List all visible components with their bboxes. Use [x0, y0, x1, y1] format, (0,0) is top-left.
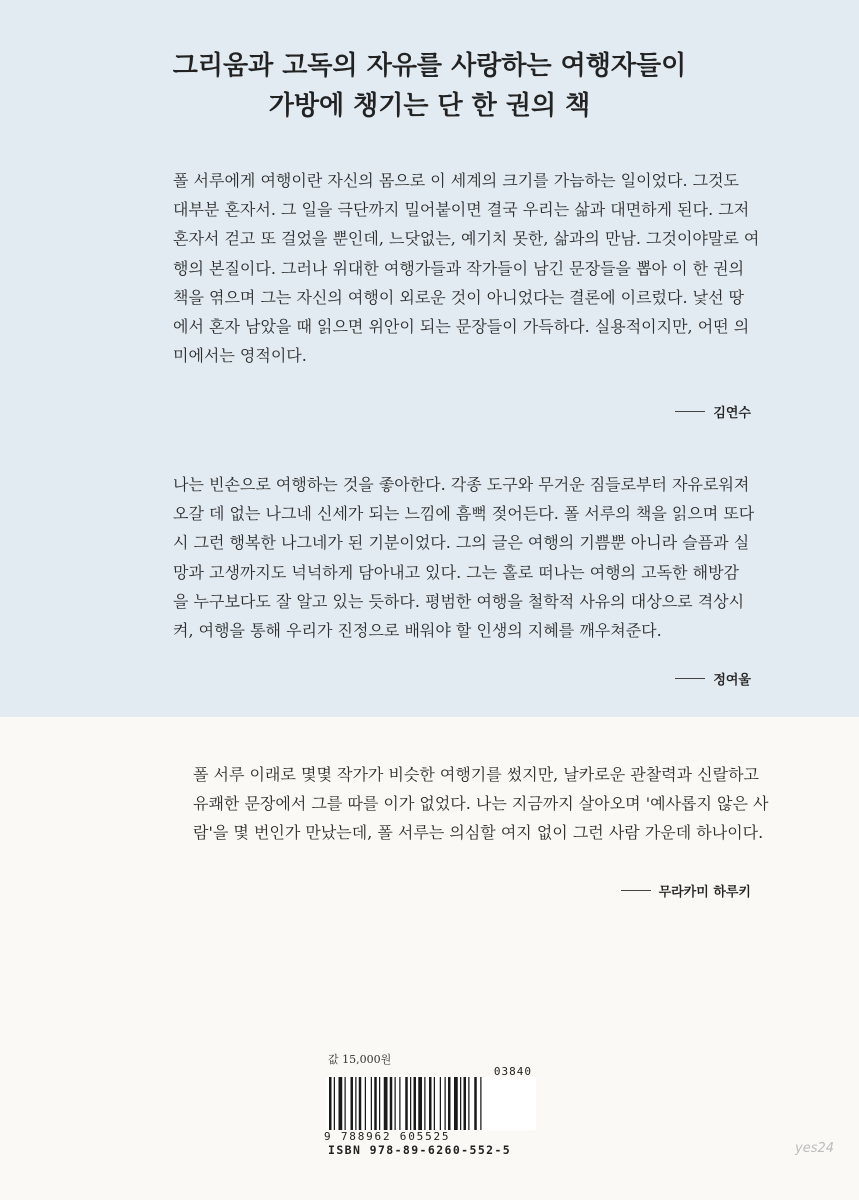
- quote-line: 책을 엮으며 그는 자신의 여행이 외로운 것이 아니었다는 결론에 이르렀다. 낯선 땅: [173, 287, 745, 307]
- barcode-bar: [374, 1077, 377, 1130]
- barcode-bar: [424, 1077, 425, 1130]
- quote-line: 폴 서루 이래로 몇몇 작가가 비슷한 여행기를 썼지만, 날카로운 관찰력과 신랄하고: [193, 765, 759, 784]
- barcode-bar: [379, 1077, 380, 1130]
- barcode-bar: [440, 1077, 441, 1130]
- barcode-image: [326, 1077, 536, 1130]
- barcode-bar: [405, 1077, 408, 1130]
- author-name: 김연수: [713, 406, 751, 421]
- barcode-bar: [460, 1077, 461, 1130]
- barcode-bar: [365, 1077, 366, 1130]
- price-label: 값 15,000원: [328, 1053, 392, 1066]
- headline-line-1: 그리움과 고독의 자유를 사랑하는 여행자들이: [172, 51, 687, 81]
- quote-line: 망과 고생까지도 넉넉하게 담아내고 있다. 그는 홀로 떠나는 여행의 고독한 해방감: [173, 562, 739, 582]
- author-dash: [675, 678, 705, 679]
- quote-line: 미에서는 영적이다.: [173, 346, 307, 366]
- barcode-bar: [448, 1077, 451, 1130]
- quote-2-author: [675, 669, 751, 688]
- ean-number: 9 788962 605525: [324, 1130, 451, 1143]
- barcode-bar: [414, 1077, 417, 1130]
- isbn-text: ISBN 978-89-6260-552-5: [328, 1143, 512, 1157]
- quote-2: [173, 470, 753, 645]
- barcode-bar: [454, 1077, 458, 1130]
- headline: [0, 46, 859, 126]
- quote-line: 을 누구보다도 잘 알고 있는 듯하다. 평범한 여행을 철학적 사유의 대상으로 격상시: [173, 591, 745, 611]
- watermark: yes24: [795, 1141, 835, 1156]
- quote-3: [193, 760, 769, 848]
- quote-line: 람'을 몇 번인가 만났는데, 폴 서루는 의심할 여지 없이 그런 사람 가운데 하나이다.: [193, 823, 764, 843]
- barcode-bar: [429, 1077, 432, 1130]
- barcode-bar: [329, 1077, 332, 1130]
- barcode-bar: [345, 1077, 346, 1130]
- barcode-bar: [384, 1077, 388, 1130]
- barcode-bar: [371, 1077, 372, 1130]
- barcode-bar: [390, 1077, 393, 1130]
- barcode-bar: [355, 1077, 356, 1130]
- barcode-bar: [410, 1077, 411, 1130]
- quote-1: [173, 166, 760, 370]
- barcode-bar: [434, 1077, 435, 1130]
- barcode-bar: [480, 1077, 481, 1130]
- quote-line: 대부분 혼자서. 그 일을 극단까지 밀어붙이면 결국 우리는 삶과 대면하게 된다. 그저: [173, 200, 750, 220]
- quote-line: 혼자서 걷고 또 걸었을 뿐인데, 느닷없는, 예기치 못한, 삶과의 만남. 그것이야말로 여: [173, 229, 760, 249]
- barcode-bar: [359, 1077, 362, 1130]
- barcode-bar: [464, 1077, 467, 1130]
- addon-code: 03840: [493, 1065, 532, 1078]
- isbn-barcode-block: [318, 1051, 544, 1156]
- quote-line: 유쾌한 문장에서 그를 따를 이가 없었다. 나는 지금까지 살아오며 '예사롭지 않은 사: [193, 794, 769, 814]
- barcode-bar: [445, 1077, 446, 1130]
- quote-1-author: [675, 402, 751, 421]
- barcode-bar: [334, 1077, 335, 1130]
- barcode-bar: [339, 1077, 343, 1130]
- quote-line: 오갈 데 없는 나그네 신세가 되는 느낌에 흠뻑 젖어든다. 폴 서루의 책을 읽으며 또다: [173, 504, 755, 524]
- quote-line: 시 그런 행복한 나그네가 된 기분이었다. 그의 글은 여행의 기쁨뿐 아니라 슬픔과 실: [173, 533, 750, 553]
- quote-line: 에서 혼자 남았을 때 읽으면 위안이 되는 문장들이 가득하다. 실용적이지만, 어떤 의: [173, 317, 750, 337]
- quote-line: 켜, 여행을 통해 우리가 진정으로 배워야 할 인생의 지혜를 깨우쳐준다.: [173, 621, 662, 641]
- quote-line: 행의 본질이다. 그러나 위대한 여행가들과 작가들이 남긴 문장들을 뽑아 이 한 권의: [173, 258, 745, 278]
- barcode-bar: [468, 1077, 469, 1130]
- author-dash: [675, 411, 705, 412]
- author-name: 무라카미 하루키: [658, 885, 751, 900]
- author-dash: [621, 890, 651, 891]
- barcode-bar: [399, 1077, 400, 1130]
- barcode-bar: [395, 1077, 396, 1130]
- barcode-bar: [418, 1077, 422, 1130]
- author-name: 정여울: [713, 673, 751, 688]
- quote-3-author: [621, 881, 751, 900]
- barcode-bar: [474, 1077, 477, 1130]
- quote-line: 나는 빈손으로 여행하는 것을 좋아한다. 각종 도구와 무거운 짐들로부터 자유로워져: [173, 475, 750, 494]
- quote-line: 폴 서루에게 여행이란 자신의 몸으로 이 세계의 크기를 가늠하는 일이었다. 그것도: [173, 171, 739, 190]
- headline-line-2: 가방에 챙기는 단 한 권의 책: [268, 91, 591, 121]
- barcode-bar: [351, 1077, 354, 1130]
